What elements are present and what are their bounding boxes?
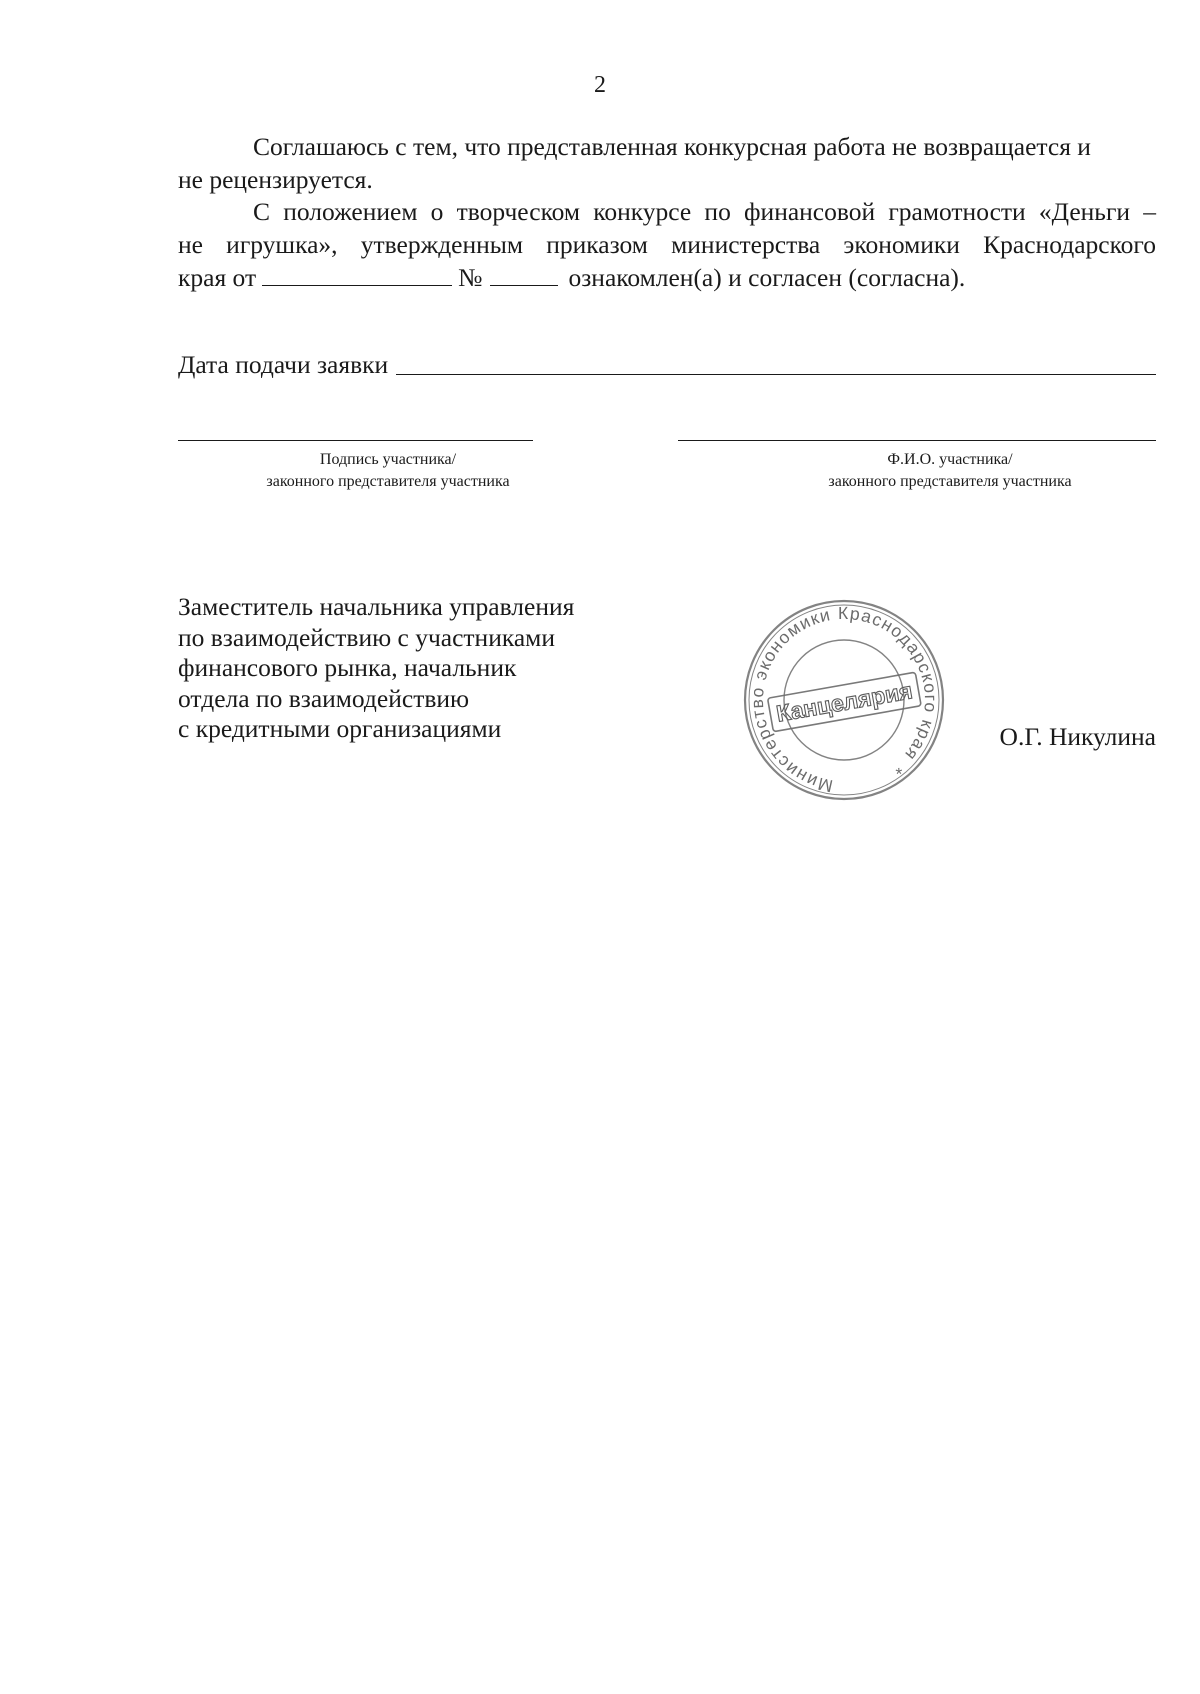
position-line-5: с кредитными организациями <box>178 714 502 743</box>
regulation-line-3 <box>178 261 1156 294</box>
official-position <box>178 592 574 745</box>
position-line-4: отдела по взаимодействию <box>178 683 470 713</box>
office-stamp <box>738 592 950 808</box>
name-caption-line-1: Ф.И.О. участника/ <box>887 451 1013 468</box>
position-line-1: Заместитель начальника управления <box>178 592 575 621</box>
position-line-3: финансового рынка, начальник <box>178 653 517 682</box>
signature-caption <box>178 449 598 493</box>
participant-name-line[interactable] <box>678 440 1156 441</box>
consent-line-2: не рецензируется. <box>178 165 373 194</box>
stamp-center-text: Канцелярия <box>774 677 915 727</box>
official-name: О.Г. Никулина <box>999 722 1156 751</box>
consent-line-1: Соглашаюсь с тем, что представленная конкурсная работа не возвращается и <box>253 132 1091 161</box>
name-caption-line-2: законного представителя участника <box>828 473 1072 490</box>
order-number-blank[interactable] <box>490 263 558 286</box>
regulation-paragraph <box>178 195 1156 294</box>
regulation-line-2: не игрушка», утвержденным приказом министерства экономики Краснодарского <box>178 230 1156 259</box>
page-number: 2 <box>594 72 606 98</box>
signature-caption-line-1: Подпись участника/ <box>319 451 457 468</box>
regulation-date-prefix: края от <box>178 263 257 292</box>
stamp-separator: * <box>887 758 906 780</box>
regulation-line-1: С положением о творческом конкурсе по финансовой грамотности «Деньги – <box>253 197 1156 226</box>
order-date-blank[interactable] <box>262 263 452 286</box>
name-caption <box>740 449 1160 493</box>
submission-date-label: Дата подачи заявки <box>178 350 389 379</box>
position-line-2: по взаимодействию с участниками <box>178 622 555 652</box>
participant-signature-line[interactable] <box>178 440 533 441</box>
submission-date-row <box>178 348 1156 381</box>
number-sign: № <box>458 263 483 292</box>
regulation-acknowledgement: ознакомлен(а) и согласен (согласна). <box>568 263 966 292</box>
consent-paragraph <box>178 130 1156 196</box>
submission-date-blank[interactable] <box>396 374 1156 375</box>
signature-caption-line-2: законного представителя участника <box>266 473 510 490</box>
stamp-ring-text: Министерство экономики Краснодарского края <box>746 602 942 797</box>
